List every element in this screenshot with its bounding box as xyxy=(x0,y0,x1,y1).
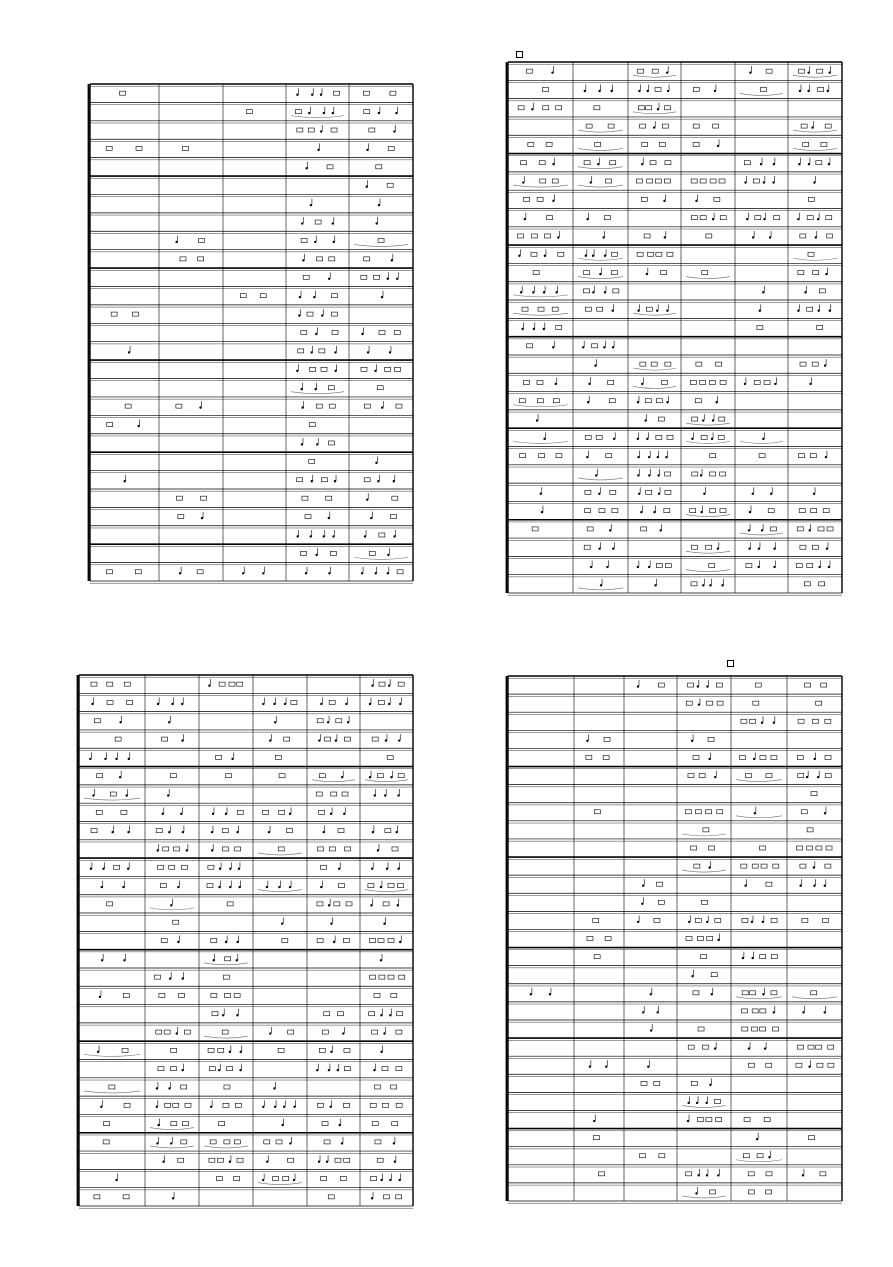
rehearsal-mark-box xyxy=(516,51,523,58)
score-page-1 xyxy=(89,84,414,583)
score-page-4 xyxy=(507,676,843,1203)
rehearsal-mark-box xyxy=(727,660,734,667)
score-page-2 xyxy=(507,62,843,595)
score-page-3 xyxy=(78,675,414,1208)
